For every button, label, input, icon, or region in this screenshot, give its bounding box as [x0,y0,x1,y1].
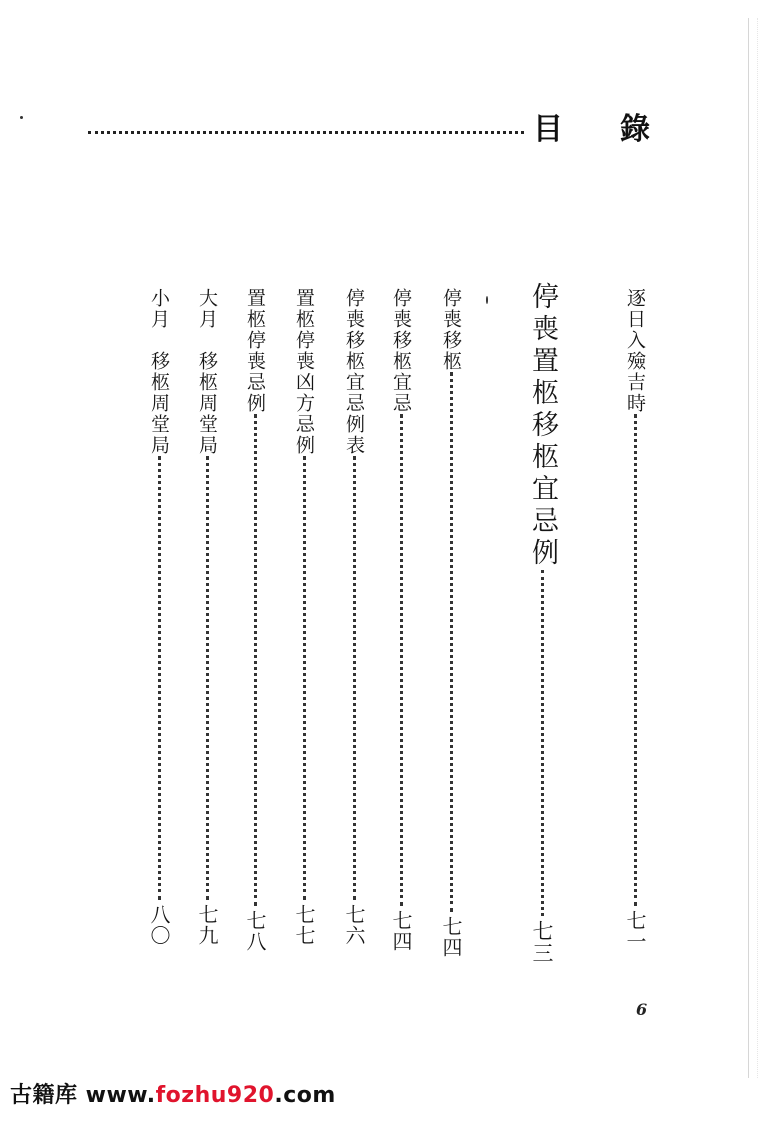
watermark-prefix: 古籍库 www. [10,1083,156,1108]
source-watermark [10,1078,336,1109]
page-folio-number: 6 [636,1000,648,1019]
toc-leader-dots [541,570,544,916]
toc-entry-title: 停喪移柩宜忌 [390,288,412,414]
toc-page-number: 八〇 [147,904,171,946]
toc-leader-dots [158,456,161,900]
page-edge-line [748,18,758,1078]
watermark-suffix: .com [274,1083,336,1108]
toc-page-number: 七九 [195,904,219,946]
toc-page-number: 七七 [292,904,316,946]
ink-speck [486,296,488,304]
toc-page-number: 七一 [623,910,647,952]
header-dotted-rule [88,131,524,134]
toc-leader-dots [450,372,453,912]
toc-page-number: 七四 [389,910,413,952]
toc-entry-title: 大月 移柩周堂局 [196,288,218,456]
toc-entry-title: 置柩停喪忌例 [244,288,266,414]
watermark-highlight: fozhu920 [155,1083,275,1108]
toc-entry [620,288,650,952]
toc-leader-dots [303,456,306,900]
toc-leader-dots [206,456,209,900]
toc-entry [192,288,222,946]
toc-entry-title: 小月 移柩周堂局 [148,288,170,456]
toc-leader-dots [634,414,637,906]
toc-entry-title: 停喪移柩 [440,288,462,372]
toc-entry-title: 置柩停喪凶方忌例 [293,288,315,456]
toc-page-number: 七四 [439,916,463,958]
toc-page-number: 七六 [342,904,366,946]
toc-entry [386,288,416,952]
ink-speck [20,116,23,119]
page-title-mu: 目 [533,112,563,147]
toc-page-number: 七三 [530,920,554,964]
toc-leader-dots [353,456,356,900]
toc-entry [144,288,174,946]
toc-leader-dots [400,414,403,906]
toc-section-heading [527,282,557,964]
toc-entry [240,288,270,952]
toc-page-number: 七八 [243,910,267,952]
toc-entry [436,288,466,958]
toc-entry [289,288,319,946]
toc-leader-dots [254,414,257,906]
toc-entry-title: 逐日入殮吉時 [624,288,646,414]
toc-section-title: 停喪置柩移柩宜忌例 [527,282,558,570]
page-title-lu: 錄 [620,112,650,147]
toc-entry-title: 停喪移柩宜忌例表 [343,288,365,456]
toc-entry [339,288,369,946]
